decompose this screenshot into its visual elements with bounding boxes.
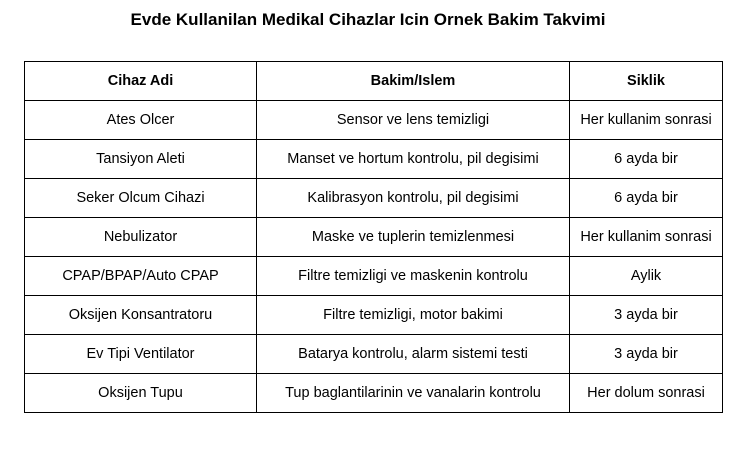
cell-device-name: Tansiyon Aleti xyxy=(25,140,257,179)
table-row xyxy=(25,335,723,374)
cell-device-name: Nebulizator xyxy=(25,218,257,257)
header-maintenance: Bakim/Islem xyxy=(257,62,570,101)
header-device-name: Cihaz Adi xyxy=(25,62,257,101)
table-row xyxy=(25,374,723,413)
cell-frequency: Her dolum sonrasi xyxy=(570,374,723,413)
cell-maintenance: Sensor ve lens temizligi xyxy=(257,101,570,140)
cell-device-name: Ates Olcer xyxy=(25,101,257,140)
cell-maintenance: Tup baglantilarinin ve vanalarin kontrolu xyxy=(257,374,570,413)
cell-frequency: 3 ayda bir xyxy=(570,296,723,335)
table-row xyxy=(25,140,723,179)
cell-device-name: Ev Tipi Ventilator xyxy=(25,335,257,374)
header-frequency: Siklik xyxy=(570,62,723,101)
cell-frequency: 6 ayda bir xyxy=(570,140,723,179)
cell-frequency: 3 ayda bir xyxy=(570,335,723,374)
cell-maintenance: Filtre temizligi ve maskenin kontrolu xyxy=(257,257,570,296)
page-title: Evde Kullanilan Medikal Cihazlar Icin Ornek Bakim Takvimi xyxy=(130,10,606,29)
cell-maintenance: Batarya kontrolu, alarm sistemi testi xyxy=(257,335,570,374)
table-header-row xyxy=(25,62,723,101)
cell-frequency: Aylik xyxy=(570,257,723,296)
cell-frequency: Her kullanim sonrasi xyxy=(570,218,723,257)
cell-frequency: Her kullanim sonrasi xyxy=(570,101,723,140)
table-row xyxy=(25,101,723,140)
table-row xyxy=(25,257,723,296)
cell-maintenance: Maske ve tuplerin temizlenmesi xyxy=(257,218,570,257)
table-row xyxy=(25,218,723,257)
maintenance-table xyxy=(24,61,723,413)
table-row xyxy=(25,179,723,218)
cell-device-name: Oksijen Konsantratoru xyxy=(25,296,257,335)
cell-frequency: 6 ayda bir xyxy=(570,179,723,218)
cell-maintenance: Kalibrasyon kontrolu, pil degisimi xyxy=(257,179,570,218)
cell-device-name: Oksijen Tupu xyxy=(25,374,257,413)
cell-device-name: CPAP/BPAP/Auto CPAP xyxy=(25,257,257,296)
cell-device-name: Seker Olcum Cihazi xyxy=(25,179,257,218)
cell-maintenance: Manset ve hortum kontrolu, pil degisimi xyxy=(257,140,570,179)
table-row xyxy=(25,296,723,335)
cell-maintenance: Filtre temizligi, motor bakimi xyxy=(257,296,570,335)
